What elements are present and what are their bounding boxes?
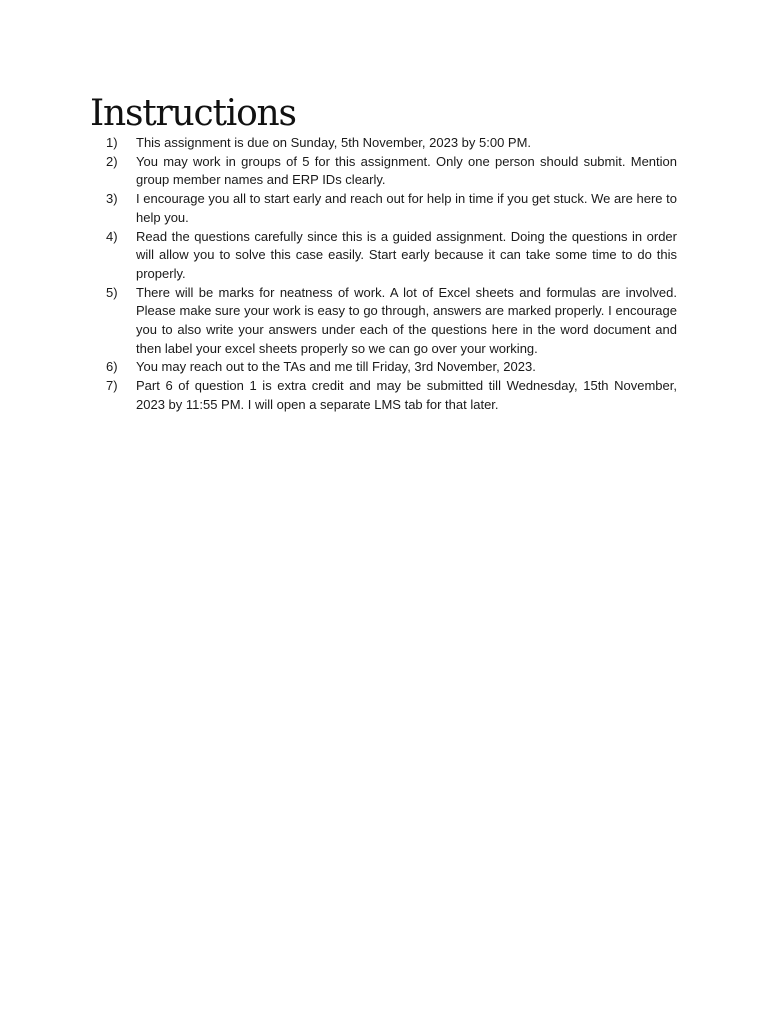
item-number-label: 3) [106,191,118,207]
item-number-label: 1) [106,135,118,150]
item-number-label: 7) [106,378,118,394]
item-number [91,153,136,172]
list-item [91,284,677,359]
item-text: This assignment is due on Sunday, 5th November, 2023 by 5:00 PM. [136,135,532,150]
item-number-label: 2) [106,153,118,169]
list-item [91,228,677,284]
item-number-label: 4) [106,228,118,244]
list-item [91,190,677,227]
list-item [91,153,677,190]
list-item [91,358,677,377]
list-item [91,134,677,153]
item-number [91,228,136,247]
item-number [91,190,136,209]
item-text: Part 6 of question 1 is extra credit and may be submitted till Wednesday, 15th November, 2023 by 11:55 PM. I will open a separate LMS tab for that later. [136,378,677,412]
list-item [91,377,677,414]
item-number-label: 5) [106,284,118,300]
item-text: I encourage you all to start early and reach out for help in time if you get stuck. We are here to help you. [136,191,677,225]
item-number [91,284,136,303]
item-text: Read the questions carefully since this is a guided assignment. Doing the questions in order will allow you to solve this case easily. Start early because it can take some time to do this properly. [136,228,677,281]
item-number-label: 6) [106,359,118,375]
item-text: There will be marks for neatness of work. A lot of Excel sheets and formulas are involved. Please make sure your work is easy to go through, answers are marked properly. I encourage you to also write your answers under each of the questions here in the word document and then label your excel sheets properly so we can go over your working. [136,284,677,356]
item-number [91,358,136,377]
instructions-list [91,134,677,415]
item-number [91,134,136,153]
page-title: Instructions [90,93,296,134]
item-text: You may work in groups of 5 for this assignment. Only one person should submit. Mention group member names and ERP IDs clearly. [136,153,677,188]
item-number [91,377,136,396]
item-text: You may reach out to the TAs and me till Friday, 3rd November, 2023. [136,359,536,375]
